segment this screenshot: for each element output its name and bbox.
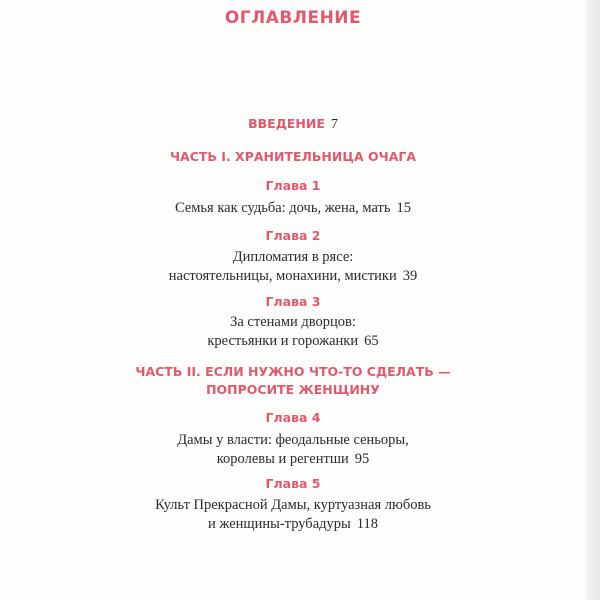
chapter-page-number: 118 [356,516,378,532]
part-2-heading [0,363,586,399]
chapter-1-label: Глава 1 [265,178,321,193]
part-title-line: ЧАСТЬ II. ЕСЛИ НУЖНО ЧТО-ТО СДЕЛАТЬ — [135,364,451,379]
chapter-5-entry [0,496,586,534]
toc-heading: ОГЛАВЛЕНИЕ [224,8,362,28]
chapter-3-label: Глава 3 [265,294,321,309]
chapter-2-label: Глава 2 [265,228,321,243]
chapter-title-line: Дипломатия в рясе: [232,249,354,265]
chapter-title-line: крестьянки и горожанки [207,333,359,349]
part-title-line: ПОПРОСИТЕ ЖЕНЩИНУ [206,382,380,397]
part-1-heading [0,148,586,166]
chapter-title-line: Культ Прекрасной Дамы, куртуазная любовь [155,497,431,513]
chapter-4-entry [0,431,586,469]
intro-label: ВВЕДЕНИЕ [248,116,325,131]
chapter-page-number: 95 [354,451,370,467]
chapter-5-label: Глава 5 [265,476,321,491]
chapter-title-line: и женщины-трубадуры [208,516,351,532]
chapter-title-line: Дамы у власти: феодальные сеньоры, [177,432,409,448]
chapter-3-entry [0,313,586,351]
chapter-1-entry [0,199,586,218]
chapter-title-line: За стенами дворцов: [230,314,356,330]
part-title-line: ЧАСТЬ I. ХРАНИТЕЛЬНИЦА ОЧАГА [169,149,417,164]
chapter-2-entry [0,248,586,286]
chapter-page-number: 65 [364,333,379,349]
intro-entry [0,116,586,133]
chapter-page-number: 15 [396,200,412,216]
page-edge-shadow [586,0,600,600]
chapter-page-number: 39 [402,268,418,284]
chapter-title-line: настоятельницы, монахини, мистики [168,268,397,284]
chapter-4-label: Глава 4 [265,410,321,425]
chapter-title-line: Семья как судьба: дочь, жена, мать [174,200,391,216]
chapter-title-line: королевы и регентши [216,451,349,467]
intro-page-number: 7 [330,117,338,132]
